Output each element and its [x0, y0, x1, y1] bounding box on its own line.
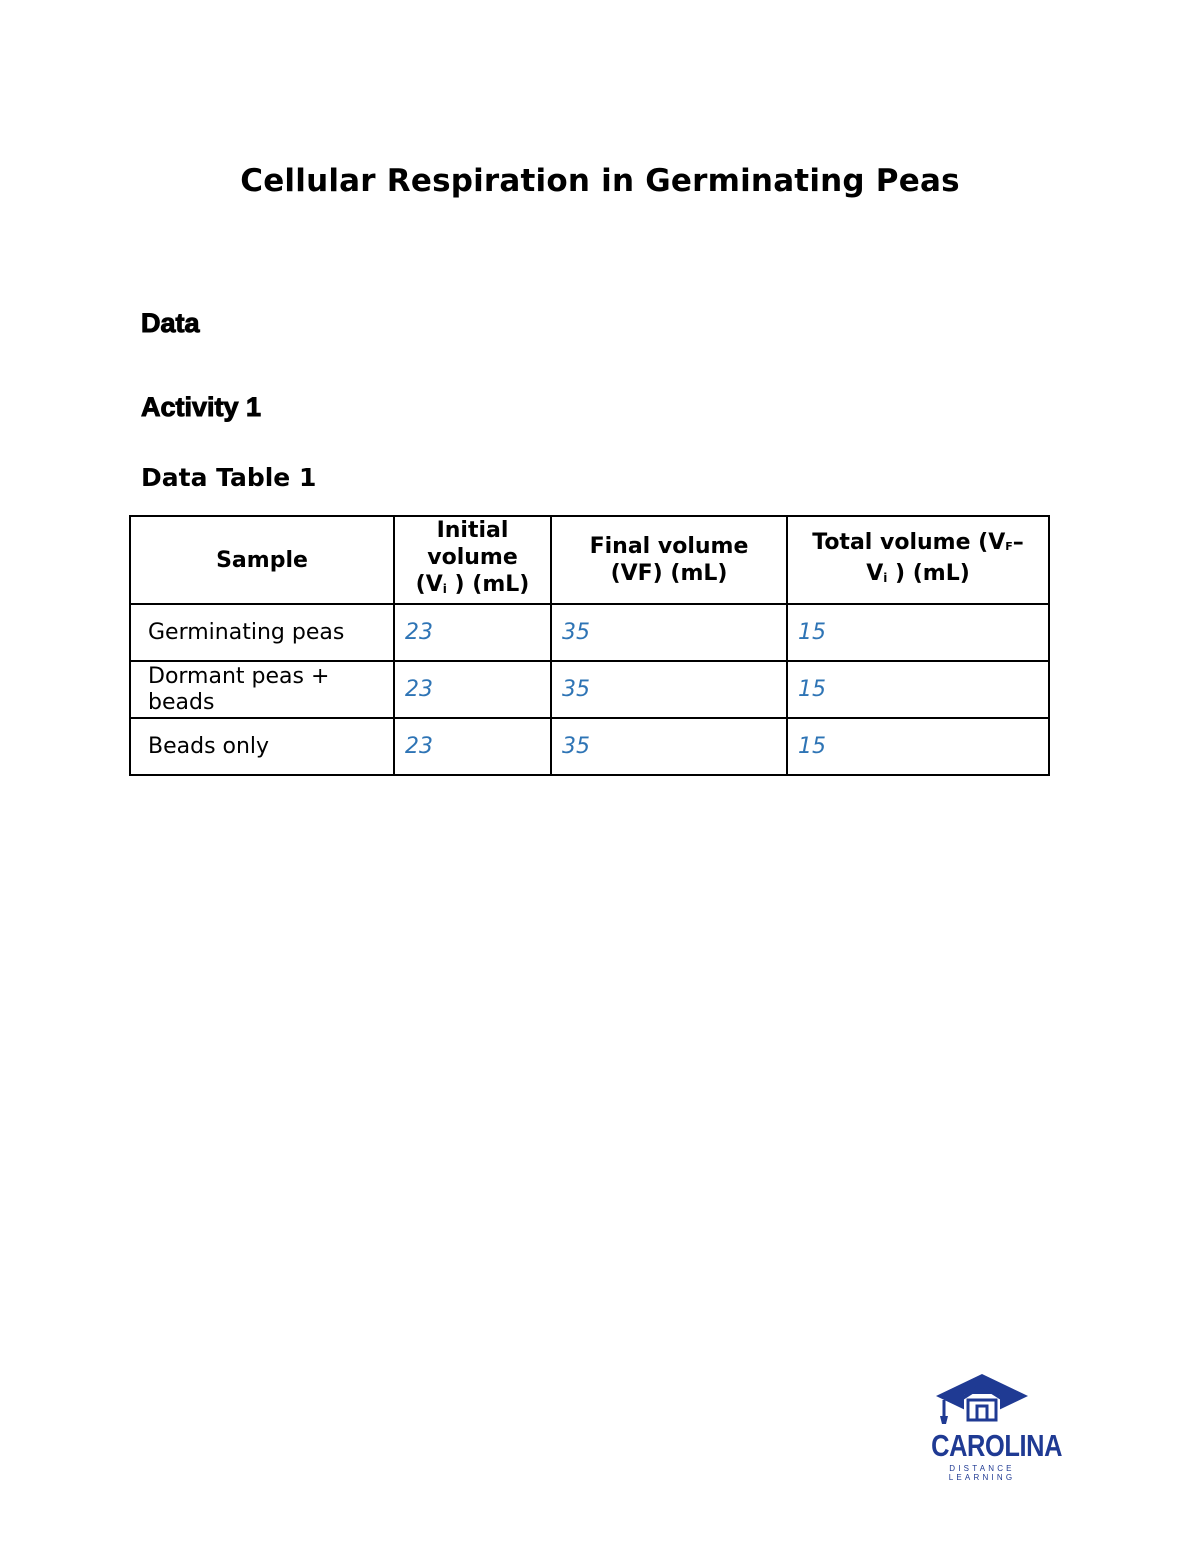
table-row [130, 604, 1049, 661]
data-table-heading: Data Table 1 [141, 463, 317, 492]
cell-initial-volume[interactable]: 23 [394, 604, 551, 661]
logo-subtext: DISTANCE LEARNING [948, 1464, 1016, 1482]
data-table-1 [129, 515, 1050, 776]
logo-wordmark: CAROLINA [931, 1428, 1063, 1463]
section-heading-data: Data [141, 308, 200, 338]
cell-total-volume[interactable]: 15 [787, 661, 1049, 718]
cell-sample: Dormant peas + beads [130, 661, 394, 718]
header-sample: Sample [130, 516, 394, 604]
table-row [130, 661, 1049, 718]
activity-heading: Activity 1 [141, 392, 262, 422]
cell-total-volume[interactable]: 15 [787, 604, 1049, 661]
table-row [130, 718, 1049, 775]
cell-initial-volume[interactable]: 23 [394, 661, 551, 718]
header-initial-volume: Initial volume ($V_i$ ) (mL) [394, 516, 551, 604]
cell-final-volume[interactable]: 35 [551, 661, 787, 718]
graduation-cap-house-icon [920, 1372, 1044, 1432]
cell-sample: Germinating peas [130, 604, 394, 661]
cell-total-volume[interactable]: 15 [787, 718, 1049, 775]
header-total-volume: Total volume ($V_F-$ $V_i$ ) (mL) [787, 516, 1049, 604]
cell-sample: Beads only [130, 718, 394, 775]
cell-final-volume[interactable]: 35 [551, 604, 787, 661]
document-title: Cellular Respiration in Germinating Peas [240, 163, 960, 199]
cell-final-volume[interactable]: 35 [551, 718, 787, 775]
carolina-logo [920, 1372, 1063, 1482]
cell-initial-volume[interactable]: 23 [394, 718, 551, 775]
table-header-row [130, 516, 1049, 604]
header-final-volume: Final volume (VF) (mL) [551, 516, 787, 604]
